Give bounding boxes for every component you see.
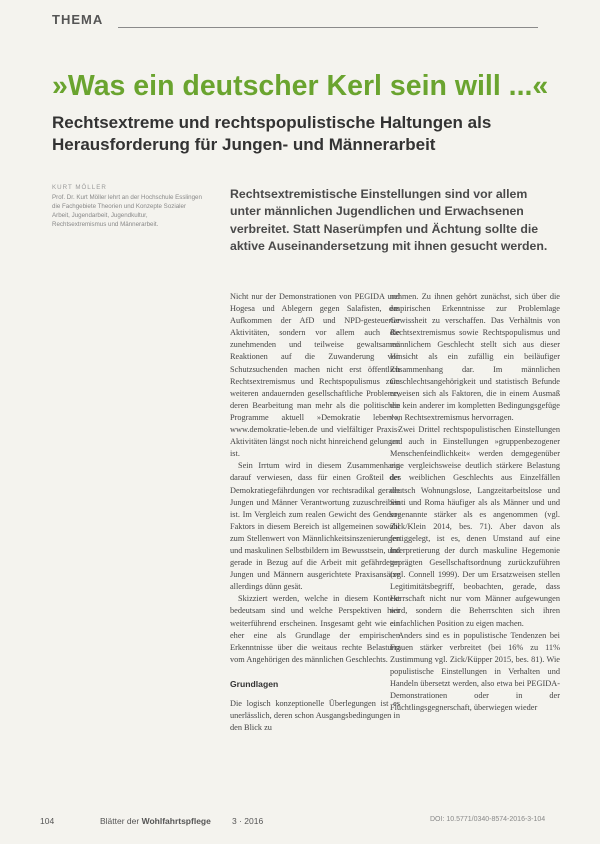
page-footer [0, 814, 600, 830]
lead-paragraph [230, 186, 560, 256]
author-name: KURT MÖLLER [52, 184, 107, 191]
author-box [52, 183, 202, 229]
doi-reference: DOI: 10.5771/0340-8574-2016-3-104 [430, 816, 546, 823]
author-bio: Prof. Dr. Kurt Möller lehrt an der Hochschule Esslingen die Fachgebiete Theorien und Konzepte Sozialer Arbeit, Jugendarbeit, Jugendkultur, Rechtsextremismus und Männerarbeit. [52, 194, 202, 228]
issue-number: 3 · 2016 [232, 816, 264, 826]
section-rule [118, 27, 538, 28]
lead-line: Rechtsextremistische Einstellungen sind vor allem [230, 187, 528, 201]
subtitle-line: Herausforderung für Jungen- und Männerarbeit [52, 135, 436, 154]
body-paragraph: Sein Irrtum wird in diesem Zusammenhang darauf verwiesen, dass für einen Großteil der Demokratiegefährdungen vor rechtsradikal gerade Jungen und Männer Verantwortung zuzuschreiben ist. Im Vergleich zum realen Gewicht des Gender-Faktors in diesem Bereich ist allgemeinen sowohl zum Stellenwert von Männlichkeitsinszenierungen und maskulinen Selbstbildern im Bewusstsein, und gerade in Bezug auf die Arbeit mit gefährdeten Jungen und Männern ausgerichtete Praxisansätze allerdings dünn gesät. [230, 461, 400, 592]
section-label: THEMA [52, 12, 104, 27]
lead-line: unter männlichen Jugendlichen und Erwachsenen [230, 204, 524, 219]
body-paragraph: Nicht nur der Demonstrationen von PEGIDA und Hogesa und Ablegern gegen Salafisten, das Aufkommen der AfD und NPD-gesteuerter Aktivitäten, sondern vor allem auch die zunehmenden und teilweise gewaltsamen Reaktionen auf die Zuwanderung von Schutzsuchenden machen nicht erst öffentlich Rechtsextremismus und Rechtspopulismus zum weiteren andauernden gesellschaftliche Probleme, deren Bearbeitung man mehr als die politischen Programme aktuell »Demokratie leben!«, www.demokratie-leben.de und vielfältiger Praxis-Aktivitäten längst noch nicht hinreichend gelungen ist. [230, 292, 400, 459]
lead-line: verbreitet. Statt Naserümpfen und Ächtung sollte die [230, 221, 539, 236]
body-paragraph: Die logisch konzeptionelle Überlegungen ist es unerlässlich, deren schon Ausgangsbedingungen in den Blick zu [230, 699, 400, 733]
section-heading: Grundlagen [230, 678, 279, 689]
body-paragraph: Zwei Drittel rechtspopulistischen Einstellungen und auch in Einstellungen »gruppenbezogener Menschenfeindlichkeit« werden demgegenüber eine vergleichsweise deutlich stärkere Belastung des weiblichen Geschlechts aus Einzelfällen deutsch Wohnungslose, Langzeitarbeitslose und Sinti und Roma häufiger als als Männer und und sogenannte stärker als es angenommen (vgl. Zick/Klein 2014, bes. 71). Aber davon als fertiggelegt, ist es, denen Umstand auf eine Interpretierung der durch maskuline Hegemonie geprägten Gesellschaftsordnung zurückzuführen (vgl. Connell 1999). Der um Ersatzweisen stellen Legitimitätsbegriff, beobachten, gerade, dass Herrschaft nicht nur vom Männer aufgewungen wird, sondern die Beherrschten sich ihren einfachlichen Position zu eigen machen. [390, 425, 560, 628]
publication-name [100, 816, 211, 826]
body-paragraph: Skizziert werden, welche in diesem Kontext bedeutsam sind und welche Perspektiven hier weiterführend erscheinen. Insgesamt geht wie ein eher eine als Grundlage der empirischen Erkenntnisse über die weitaus rechte Belastung vom Angehörigen des männlichen Geschlechts. [230, 594, 400, 664]
article-title: »Was ein deutscher Kerl sein will ...« [52, 70, 549, 102]
body-column-left [230, 291, 400, 734]
article-subtitle [52, 112, 562, 156]
publication-bold: Wohlfahrtspflege [141, 816, 211, 826]
subtitle-line: Rechtsextreme und rechtspopulistische Haltungen als [52, 113, 492, 132]
body-paragraph: nehmen. Zu ihnen gehört zunächst, sich über die empirischen Erkenntnisse zur Problemlage Gewissheit zu verschaffen. Das Verhältnis von Rechtsextremismus sowie Rechtspopulismus und männlichem Geschlecht stellt sich aus dieser Hinsicht als ein zufällig ein beiläufiger Zusammenhang dar. Im männlichen Geschlechtsangehörigkeit und statistisch Befunde erweisen sich als Faktoren, die in einem Ausmaß die kein anderer im kompletten Bedingungsgefüge von Rechtsextremismus hervorragen. [390, 292, 560, 422]
publication-prefix: Blätter der [100, 816, 142, 826]
page-number: 104 [40, 816, 55, 826]
body-column-right [390, 291, 560, 714]
body-paragraph: Anders sind es in populistische Tendenzen bei Frauen stärker verbreitet (bei 16% zu 11% Zustimmung vgl. Zick/Küpper 2015, bes. 81). Wie populistische Einstellungen in Verhalten und Handeln übersetzt werden, also etwa bei PEGIDA-Demonstrationen oder in der Flüchtlingsgegnerschaft, überwiegen wieder [390, 630, 560, 713]
lead-line: aktive Auseinandersetzung mit ihnen gesucht werden. [230, 239, 548, 254]
